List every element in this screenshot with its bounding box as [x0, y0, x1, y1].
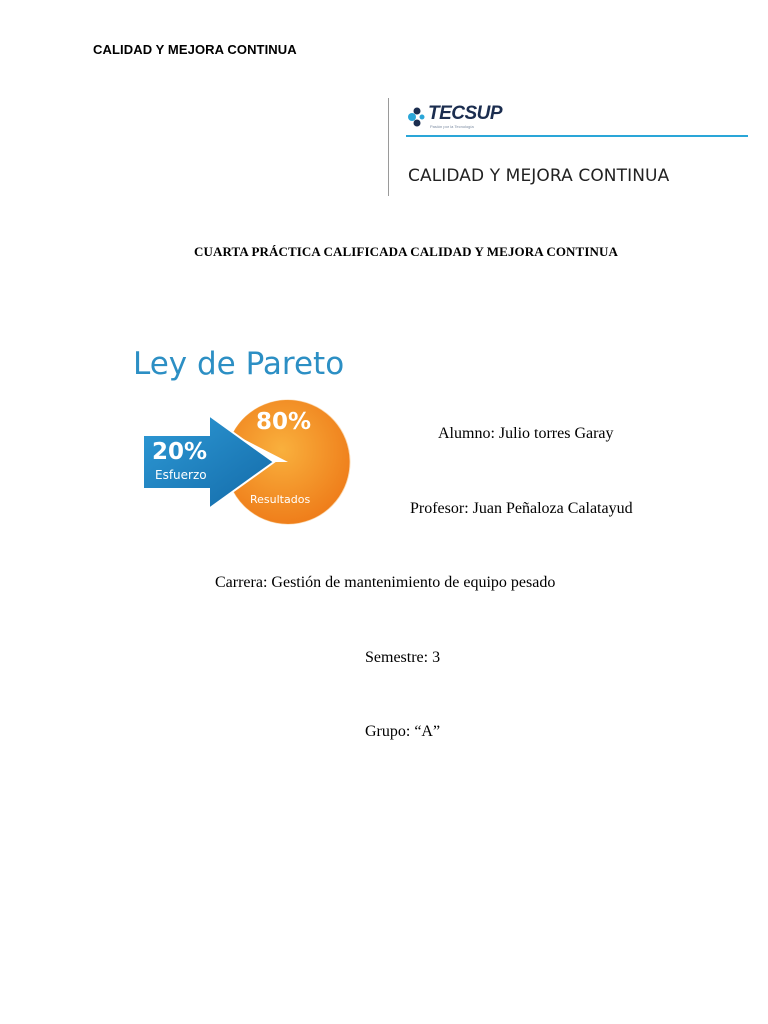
- pareto-graphic: [122, 336, 372, 536]
- document-title: CUARTA PRÁCTICA CALIFICADA CALIDAD Y MEJORA CONTINUA: [194, 244, 618, 259]
- student-field: Alumno: Julio torres Garay: [438, 425, 614, 442]
- logo-course-title: CALIDAD Y MEJORA CONTINUA: [408, 166, 670, 186]
- pareto-effort-label: Esfuerzo: [155, 468, 207, 482]
- pareto-heading: Ley de Pareto: [133, 346, 345, 382]
- logo-divider: [388, 98, 389, 196]
- tecsup-wordmark: TECSUP: [428, 103, 503, 124]
- group-field: Grupo: “A”: [365, 723, 441, 740]
- pareto-illustration: [122, 336, 372, 536]
- semester-field: Semestre: 3: [365, 649, 441, 666]
- pareto-20-value: 20%: [152, 439, 208, 465]
- pareto-results-label: Resultados: [250, 493, 311, 506]
- career-field: Carrera: Gestión de mantenimiento de equipo pesado: [215, 574, 556, 591]
- running-header: CALIDAD Y MEJORA CONTINUA: [93, 42, 297, 57]
- tecsup-tagline: Pasión por la Tecnología: [430, 124, 474, 129]
- tecsup-logo-block: [386, 96, 750, 198]
- logo-rule: [406, 135, 748, 137]
- teacher-field: Profesor: Juan Peñaloza Calatayud: [410, 500, 633, 517]
- pareto-80-value: 80%: [256, 409, 312, 435]
- tecsup-mark-icon: [406, 106, 428, 128]
